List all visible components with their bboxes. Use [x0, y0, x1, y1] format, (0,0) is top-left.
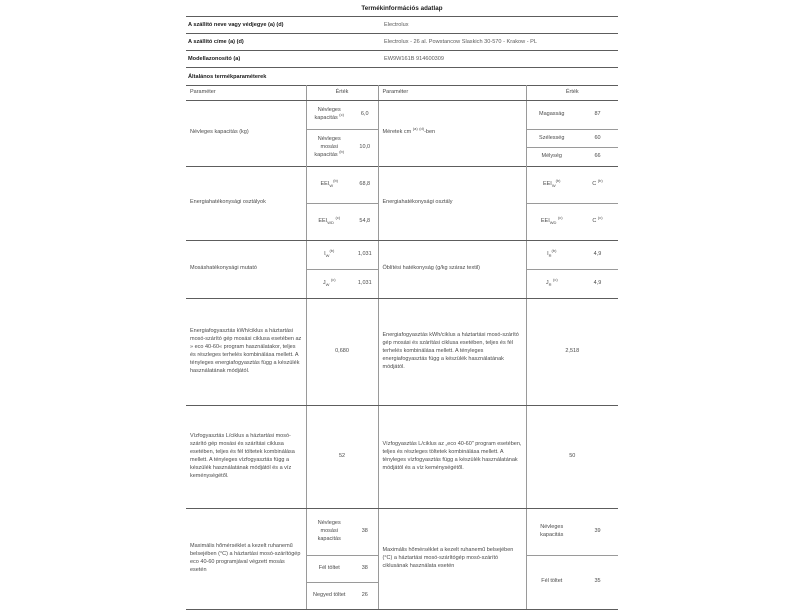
- header-parameter-left: Paraméter: [186, 86, 306, 101]
- max-temp-sub-half: Fél töltet: [306, 555, 352, 582]
- product-information-sheet: [186, 0, 618, 610]
- energy-consumption-wash-label: Energiafogyasztás kWh/ciklus a háztartási mosó-szárító gép mosási ciklusa esetében az » eco 40-60« program használatakor, teljes és részleges terhelés kombinálása mellett. A tényleges energiafogyasztás függ a készülék használatának módjától.: [186, 298, 306, 405]
- table-row: [186, 100, 618, 129]
- page-title: Termékinformációs adatlap: [361, 5, 443, 12]
- max-temp-right-value-half: 35: [594, 578, 601, 585]
- max-temperature-washdry-label: Maximális hőmérséklet a kezelt ruhanemű belsejében (°C) a háztartási mosó-szárítógép mosó-szárító ciklusának használata esetén: [378, 508, 526, 609]
- max-temp-value-quarter: 26: [352, 582, 378, 609]
- table-row: [186, 508, 618, 555]
- model-identifier-label: Modellazonosító (a): [186, 51, 380, 68]
- max-temp-right-sub-half: Fél töltet: [541, 578, 563, 585]
- rated-capacity-value-2: 10,0: [352, 129, 378, 166]
- max-temp-sub-quarter: Negyed töltet: [313, 591, 346, 598]
- supplier-name-value: Electrolux: [380, 17, 618, 34]
- rated-capacity-sub-2: Névleges mosási kapacitás $^{(b)}$: [314, 136, 345, 158]
- energy-efficiency-class-label: Energiahatékonysági osztály: [378, 166, 526, 240]
- dimensions-label: Méretek cm $^{(a)}$ $^{(d)}$-ben: [378, 100, 526, 166]
- table-row: [186, 240, 618, 269]
- energy-consumption-wash-value: 0,680: [306, 298, 378, 405]
- max-temp-value-rated: 38: [352, 508, 378, 555]
- energy-efficiency-classes-label: Energiahatékonysági osztályok: [186, 166, 306, 240]
- model-identifier-value: EW9W161B 914600309: [380, 51, 618, 68]
- dimension-value-height: 87: [577, 100, 618, 129]
- section-heading-general-parameters: Általános termékparaméterek: [186, 67, 618, 85]
- max-temp-right-sub-rated: Névleges kapacitás: [526, 508, 577, 555]
- header-parameter-right: Paraméter: [378, 86, 526, 101]
- rated-capacity-sub-1: Névleges kapacitás $^{(c)}$: [306, 100, 352, 129]
- table-row: [186, 298, 618, 405]
- iw-value: 1,031: [352, 240, 378, 269]
- header-value-right: Érték: [526, 86, 618, 101]
- eei-wd-class-value: C $^{(c)}$: [577, 203, 618, 240]
- header-value-left: Érték: [306, 86, 378, 101]
- rated-capacity-value-1: 6,0: [352, 100, 378, 129]
- table-row: [186, 34, 618, 51]
- rated-capacity-label: Névleges kapacitás (kg): [186, 100, 306, 166]
- max-temperature-wash-label: Maximális hőmérséklet a kezelt ruhanemű belsejében (°C) a háztartási mosó-szárítógép eco 40-60 programjával végzett mosás esetén: [186, 508, 306, 609]
- max-temp-sub-rated: Névleges mosási kapacitás: [306, 508, 352, 555]
- eei-wd-class-label: $EEI_{WD}$ $^{(c)}$: [526, 203, 577, 240]
- eei-w-class-label: $EEI_W^{(b)}$: [526, 166, 577, 203]
- eei-w-label: $EEI_W^{(b)}$: [306, 166, 352, 203]
- eei-wd-value: 54,8: [352, 203, 378, 240]
- energy-consumption-washdry-label: Energiafogyasztás kWh/ciklus a háztartási mosó-szárító gép mosási és szárítási ciklusa esetében, teljes és fél terhelés kombinálása mellett. A tényleges energiafogyasztás függ a készülék használatának módjától.: [378, 298, 526, 405]
- supplier-address-value: Electrolux - 26 al. Powstancow Slaskich 30-570 - Krakow - PL: [380, 34, 618, 51]
- jw-value: 1,031: [352, 269, 378, 298]
- eei-w-class-value: C $^{(b)}$: [577, 166, 618, 203]
- supplier-info-table: [186, 16, 618, 67]
- jw-label: $J_W$ $^{(c)}$: [306, 269, 352, 298]
- table-row: [186, 166, 618, 203]
- washing-efficiency-index-label: Mosáshatékonysági mutató: [186, 240, 306, 298]
- eei-w-value: 68,8: [352, 166, 378, 203]
- dimension-value-width: 60: [577, 129, 618, 148]
- jr-value: 4,9: [577, 269, 618, 298]
- dimension-sub-width: Szélesség: [526, 129, 577, 148]
- ir-label: $I_R^{(b)}$: [526, 240, 577, 269]
- max-temp-value-half: 38: [352, 555, 378, 582]
- rinsing-effectiveness-label: Öblítési hatékonyság (g/kg száraz textil): [378, 240, 526, 298]
- table-header-row: [186, 86, 618, 101]
- water-consumption-eco-label: Vízfogyasztás L/ciklus az „eco 40-60" program esetében, teljes és részleges töltetek kombinálása mellett. A tényleges vízfogyasztás függ a készülék használatának módjától és a víz keménységétől.: [378, 405, 526, 508]
- table-row: [186, 17, 618, 34]
- table-row: [186, 51, 618, 68]
- dimension-value-depth: 66: [594, 153, 601, 160]
- max-temp-right-value-rated: 39: [577, 508, 618, 555]
- water-consumption-eco-value: 50: [526, 405, 618, 508]
- supplier-name-label: A szállító neve vagy védjegye (a) (d): [186, 17, 380, 34]
- table-row: [186, 405, 618, 508]
- iw-label: $I_W^{(b)}$: [306, 240, 352, 269]
- water-consumption-washdry-value: 52: [306, 405, 378, 508]
- product-parameters-table: [186, 85, 618, 609]
- eei-wd-label: $EEI_{WD}$ $^{(c)}$: [306, 203, 352, 240]
- energy-consumption-washdry-value: 2,518: [526, 298, 618, 405]
- supplier-address-label: A szállító címe (a) (d): [186, 34, 380, 51]
- jr-label: $J_R$ $^{(c)}$: [526, 269, 577, 298]
- dimension-sub-depth: Mélység: [541, 153, 562, 160]
- dimension-sub-height: Magasság: [526, 100, 577, 129]
- ir-value: 4,9: [577, 240, 618, 269]
- water-consumption-washdry-label: Vízfogyasztás L/ciklus a háztartási mosó-szárító gép mosási és szárítási ciklusa esetében, teljes és fél töltetek kombinálása mellett. A tényleges vízfogyasztás függ a készülék használatának módjától és a víz keménységétől.: [186, 405, 306, 508]
